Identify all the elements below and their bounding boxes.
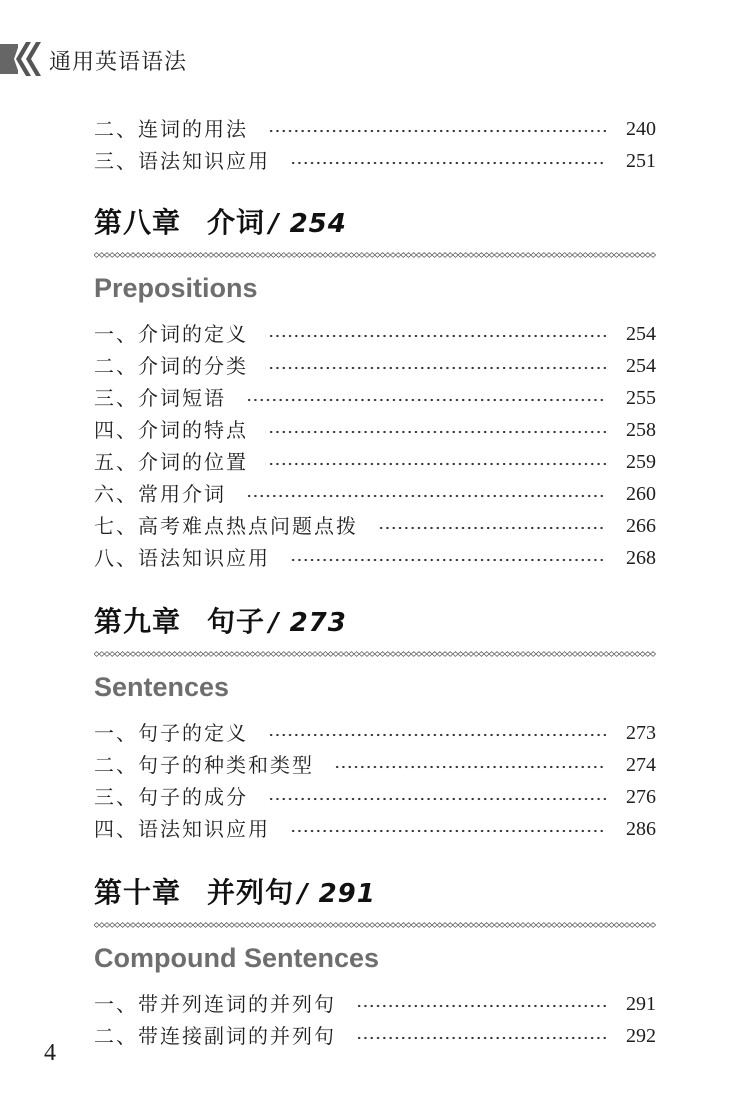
toc-entry-label: 一、介词的定义 xyxy=(94,322,248,346)
toc-entry-label: 五、介词的位置 xyxy=(94,450,248,474)
chapter-number: 第九章 xyxy=(94,605,182,638)
dot-leader xyxy=(356,1032,606,1045)
dot-leader xyxy=(290,157,606,170)
toc-entry-label: 三、句子的成分 xyxy=(94,785,248,809)
toc-entry[interactable] xyxy=(94,113,656,145)
toc-entry[interactable] xyxy=(94,813,656,845)
chapter-title: 句子 xyxy=(207,605,266,638)
toc-entry[interactable] xyxy=(94,542,656,574)
dot-leader xyxy=(290,825,606,838)
toc-entry-label: 四、介词的特点 xyxy=(94,418,248,442)
chapter-heading[interactable] xyxy=(94,871,656,913)
chapter-title: 介词 xyxy=(207,206,266,239)
toc-entry-label: 八、语法知识应用 xyxy=(94,546,270,570)
toc-entry-label: 二、句子的种类和类型 xyxy=(94,753,314,777)
toc-entry-page: 260 xyxy=(626,483,656,505)
dot-leader xyxy=(268,793,606,806)
chapter-9 xyxy=(94,600,656,845)
dot-leader xyxy=(378,522,606,535)
dot-leader xyxy=(268,125,606,138)
toc-entry-page: 274 xyxy=(626,754,656,776)
toc-entry-label: 二、介词的分类 xyxy=(94,354,248,378)
toc-entry-page: 276 xyxy=(626,786,656,808)
chapter-english-title: Sentences xyxy=(94,672,230,702)
chapter-heading[interactable] xyxy=(94,201,656,243)
toc-entry-page: 251 xyxy=(626,150,656,172)
decorative-rule xyxy=(94,651,656,657)
chapter-entries xyxy=(94,717,656,845)
top-entries xyxy=(94,113,656,177)
page-number: 4 xyxy=(44,1040,56,1066)
book-title: 通用英语语法 xyxy=(49,50,188,75)
decorative-rule xyxy=(94,252,656,258)
toc-entry-label: 二、带连接副词的并列句 xyxy=(94,1024,336,1048)
toc-entry[interactable] xyxy=(94,988,656,1020)
toc-entry-page: 258 xyxy=(626,419,656,441)
toc-entry[interactable] xyxy=(94,781,656,813)
toc-entry-page: 286 xyxy=(626,818,656,840)
toc-entry[interactable] xyxy=(94,1020,656,1052)
chapter-10 xyxy=(94,871,656,1052)
chapter-8 xyxy=(94,201,656,574)
toc-entry-page: 273 xyxy=(626,722,656,744)
toc-entry-label: 二、连词的用法 xyxy=(94,117,248,141)
dot-leader xyxy=(268,362,606,375)
chapter-english-title: Compound Sentences xyxy=(94,943,380,973)
dot-leader xyxy=(290,554,606,567)
chapter-entries xyxy=(94,318,656,574)
toc-entry-label: 四、语法知识应用 xyxy=(94,817,270,841)
toc-entry[interactable] xyxy=(94,749,656,781)
toc-entry-page: 254 xyxy=(626,323,656,345)
toc-entry-label: 三、介词短语 xyxy=(94,386,226,410)
double-chevron-left-icon xyxy=(12,42,48,76)
toc-entry[interactable] xyxy=(94,717,656,749)
table-of-contents xyxy=(94,113,656,1052)
toc-entry[interactable] xyxy=(94,478,656,510)
toc-entry[interactable] xyxy=(94,510,656,542)
chapter-number: 第八章 xyxy=(94,206,182,239)
toc-entry-label: 七、高考难点热点问题点拨 xyxy=(94,514,358,538)
dot-leader xyxy=(356,1000,606,1013)
chapter-title: 并列句 xyxy=(207,876,295,909)
running-header xyxy=(0,42,750,78)
toc-entry-page: 259 xyxy=(626,451,656,473)
chapter-page: / 291 xyxy=(298,879,376,909)
dot-leader xyxy=(268,729,606,742)
chapter-english-title: Prepositions xyxy=(94,273,258,303)
toc-entry[interactable] xyxy=(94,414,656,446)
toc-entry-page: 240 xyxy=(626,118,656,140)
dot-leader xyxy=(268,458,606,471)
chapter-entries xyxy=(94,988,656,1052)
toc-entry-page: 255 xyxy=(626,387,656,409)
toc-entry-page: 291 xyxy=(626,993,656,1015)
chapter-page: / 273 xyxy=(269,608,347,638)
toc-entry-page: 266 xyxy=(626,515,656,537)
chapter-page: / 254 xyxy=(269,209,347,239)
dot-leader xyxy=(268,426,606,439)
toc-entry[interactable] xyxy=(94,350,656,382)
dot-leader xyxy=(334,761,606,774)
chapter-number: 第十章 xyxy=(94,876,182,909)
toc-entry-label: 三、语法知识应用 xyxy=(94,149,270,173)
dot-leader xyxy=(246,394,606,407)
chapter-heading[interactable] xyxy=(94,600,656,642)
dot-leader xyxy=(246,490,606,503)
toc-entry-label: 一、带并列连词的并列句 xyxy=(94,992,336,1016)
toc-entry[interactable] xyxy=(94,145,656,177)
toc-entry[interactable] xyxy=(94,382,656,414)
toc-entry-label: 一、句子的定义 xyxy=(94,721,248,745)
toc-entry[interactable] xyxy=(94,446,656,478)
toc-entry-label: 六、常用介词 xyxy=(94,482,226,506)
decorative-rule xyxy=(94,922,656,928)
toc-entry-page: 268 xyxy=(626,547,656,569)
toc-entry-page: 292 xyxy=(626,1025,656,1047)
toc-entry-page: 254 xyxy=(626,355,656,377)
dot-leader xyxy=(268,330,606,343)
toc-entry[interactable] xyxy=(94,318,656,350)
